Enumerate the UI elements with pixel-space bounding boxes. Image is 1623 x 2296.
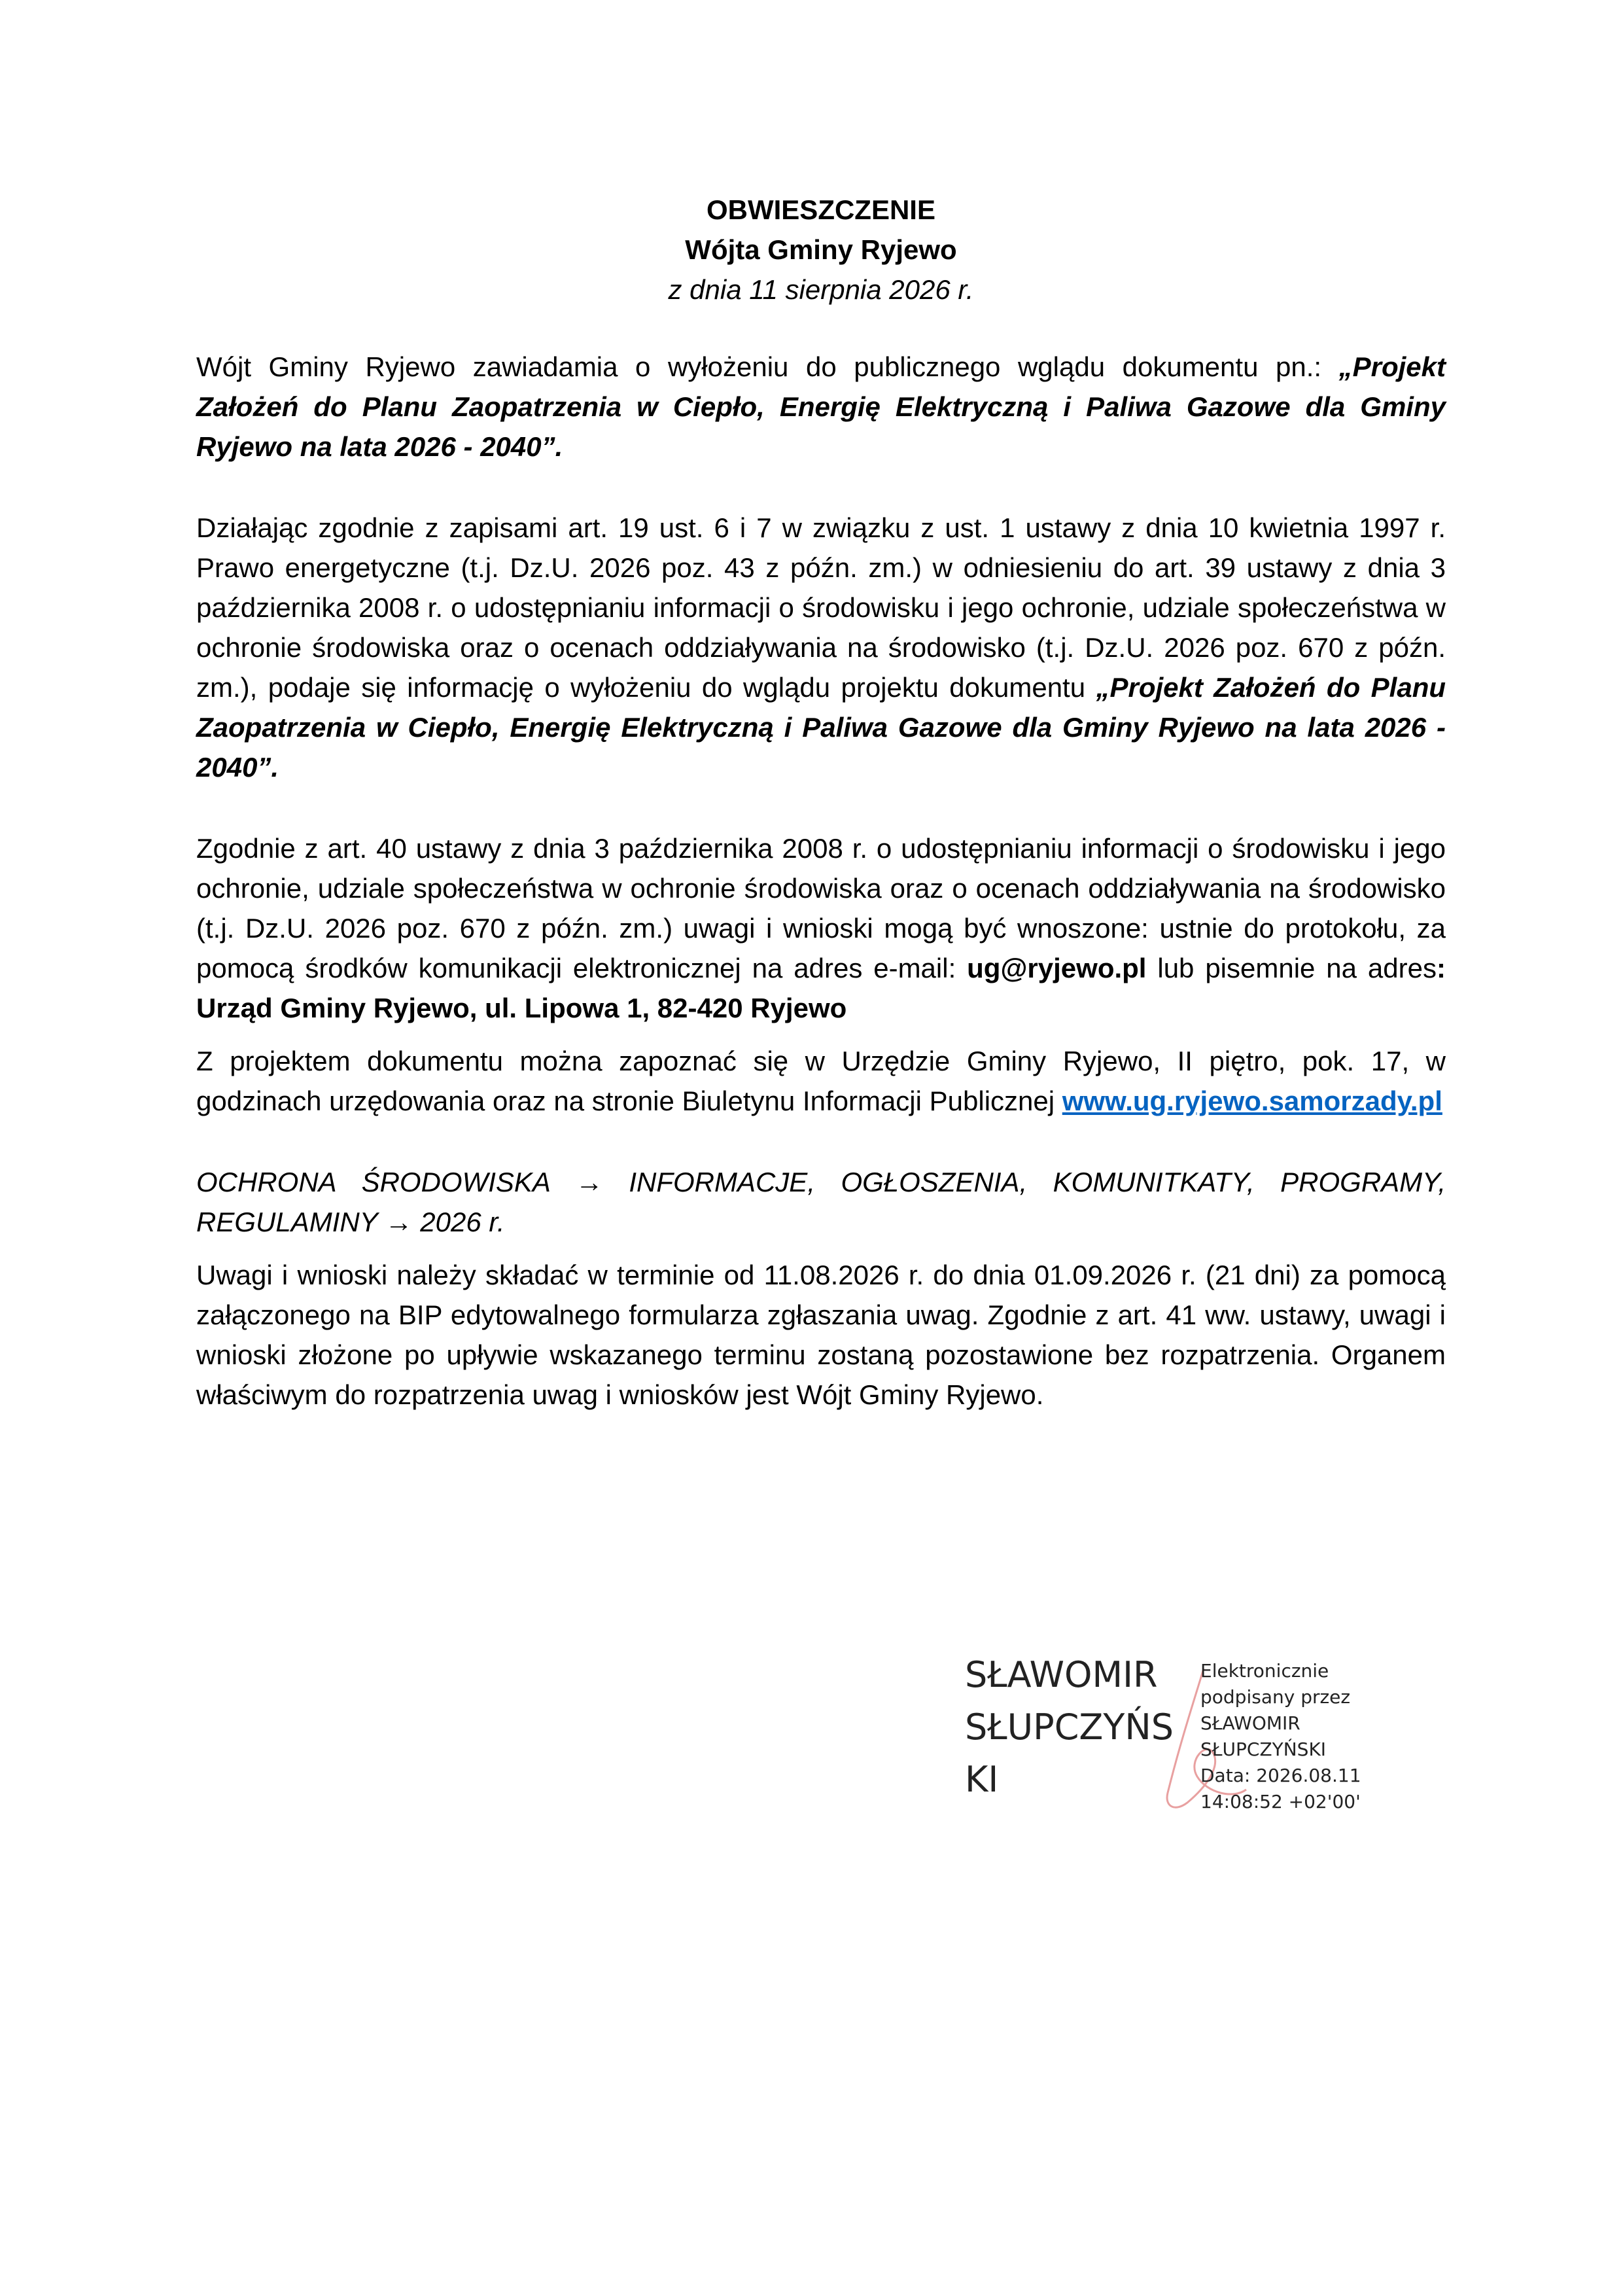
signature-date: Data: 2026.08.11: [1200, 1765, 1361, 1786]
document-title: „Projekt Założeń do Planu Zaopatrzenia w Ciepło, Energię Elektryczną i Paliwa Gazowe dla Gminy Ryjewo na lata 2026 - 2040”.: [196, 351, 1446, 462]
signature-detail-line: podpisany przez: [1200, 1686, 1351, 1708]
signature-detail-line: SŁUPCZYŃSKI: [1200, 1739, 1327, 1760]
signature-details: [1200, 1658, 1361, 1815]
paragraph-text: Z projektem dokumentu można zapoznać się w Urzędzie Gminy Ryjewo, II piętro, pok. 17, w godzinach urzędowania oraz na stronie Biuletynu Informacji Publicznej: [196, 1046, 1446, 1116]
bip-navigation-path: OCHRONA ŚRODOWISKA → INFORMACJE, OGŁOSZENIA, KOMUNITKATY, PROGRAMY, REGULAMINY → 2026 r.: [196, 1167, 1446, 1237]
paragraph-where-to-view: [196, 1041, 1446, 1121]
signature-detail-line: Elektronicznie: [1200, 1660, 1329, 1682]
signature-time: 14:08:52 +02'00': [1200, 1791, 1361, 1812]
notice-issuer: Wójta Gminy Ryjewo: [685, 234, 957, 265]
notice-header: [196, 190, 1446, 309]
paragraph-bip-path: [196, 1162, 1446, 1242]
notice-body: [196, 347, 1446, 1456]
paragraph-text: Zgodnie z art. 40 ustawy z dnia 3 października 2008 r. o udostępnianiu informacji o środowisku i jego ochronie, udziale społeczeństwa w ochronie środowiska oraz o ocenach oddziaływania na środowisko (t.j. Dz.U. 2026 poz. 670 z późn. zm.) uwagi i wnioski mogą być wnoszone: ustnie do protokołu, za pomocą środków komunikacji elektronicznej na adres e-mail:: [196, 833, 1446, 983]
signer-name-line: KI: [965, 1759, 999, 1800]
paragraph-text-mid: lub pisemnie na adres: [1146, 953, 1437, 983]
paragraph-legal-basis: [196, 508, 1446, 787]
signer-name-line: SŁAWOMIR: [965, 1654, 1158, 1695]
bip-website-link[interactable]: www.ug.ryjewo.samorzady.pl: [1062, 1086, 1442, 1116]
paragraph-text: Uwagi i wnioski należy składać w terminie od 11.08.2026 r. do dnia 01.09.2026 r. (21 dni) za pomocą załączonego na BIP edytowalnego formularza zgłaszania uwag. Zgodnie z art. 41 ww. ustawy, uwagi i wnioski złożone po upływie wskazanego terminu zostaną pozostawione bez rozpatrzenia. Organem właściwym do rozpatrzenia uwag i wniosków jest Wójt Gminy Ryjewo.: [196, 1260, 1446, 1410]
signer-name: [965, 1649, 1174, 1806]
paragraph-announcement: [196, 347, 1446, 467]
paragraph-text: Działając zgodnie z zapisami art. 19 ust. 6 i 7 w związku z ust. 1 ustawy z dnia 10 kwietnia 1997 r. Prawo energetyczne (t.j. Dz.U. 2026 poz. 43 z późn. zm.) w odniesieniu do art. 39 ustawy z dnia 3 października 2008 r. o udostępnianiu informacji o środowisku i jego ochronie, udziale społeczeństwa w ochronie środowiska oraz o ocenach oddziaływania na środowisko (t.j. Dz.U. 2026 poz. 670 z późn. zm.), podaje się informację o wyłożeniu do wglądu projektu dokumentu: [196, 512, 1446, 703]
notice-title: OBWIESZCZENIE: [706, 194, 935, 225]
postal-address: : Urząd Gminy Ryjewo, ul. Lipowa 1, 82-420 Ryjewo: [196, 953, 1446, 1023]
signer-name-line: SŁUPCZYŃS: [965, 1706, 1174, 1748]
email-address: ug@ryjewo.pl: [967, 953, 1147, 983]
paragraph-deadline: [196, 1255, 1446, 1415]
document-title: „Projekt Założeń do Planu Zaopatrzenia w Ciepło, Energię Elektryczną i Paliwa Gazowe dla Gminy Ryjewo na lata 2026 - 2040”.: [196, 672, 1446, 783]
electronic-signature: [965, 1649, 1423, 1832]
notice-date: z dnia 11 sierpnia 2026 r.: [668, 274, 974, 305]
signature-detail-line: SŁAWOMIR: [1200, 1712, 1300, 1734]
paragraph-submission-methods: [196, 828, 1446, 1028]
paragraph-text: Wójt Gminy Ryjewo zawiadamia o wyłożeniu do publicznego wglądu dokumentu pn.:: [196, 351, 1339, 382]
